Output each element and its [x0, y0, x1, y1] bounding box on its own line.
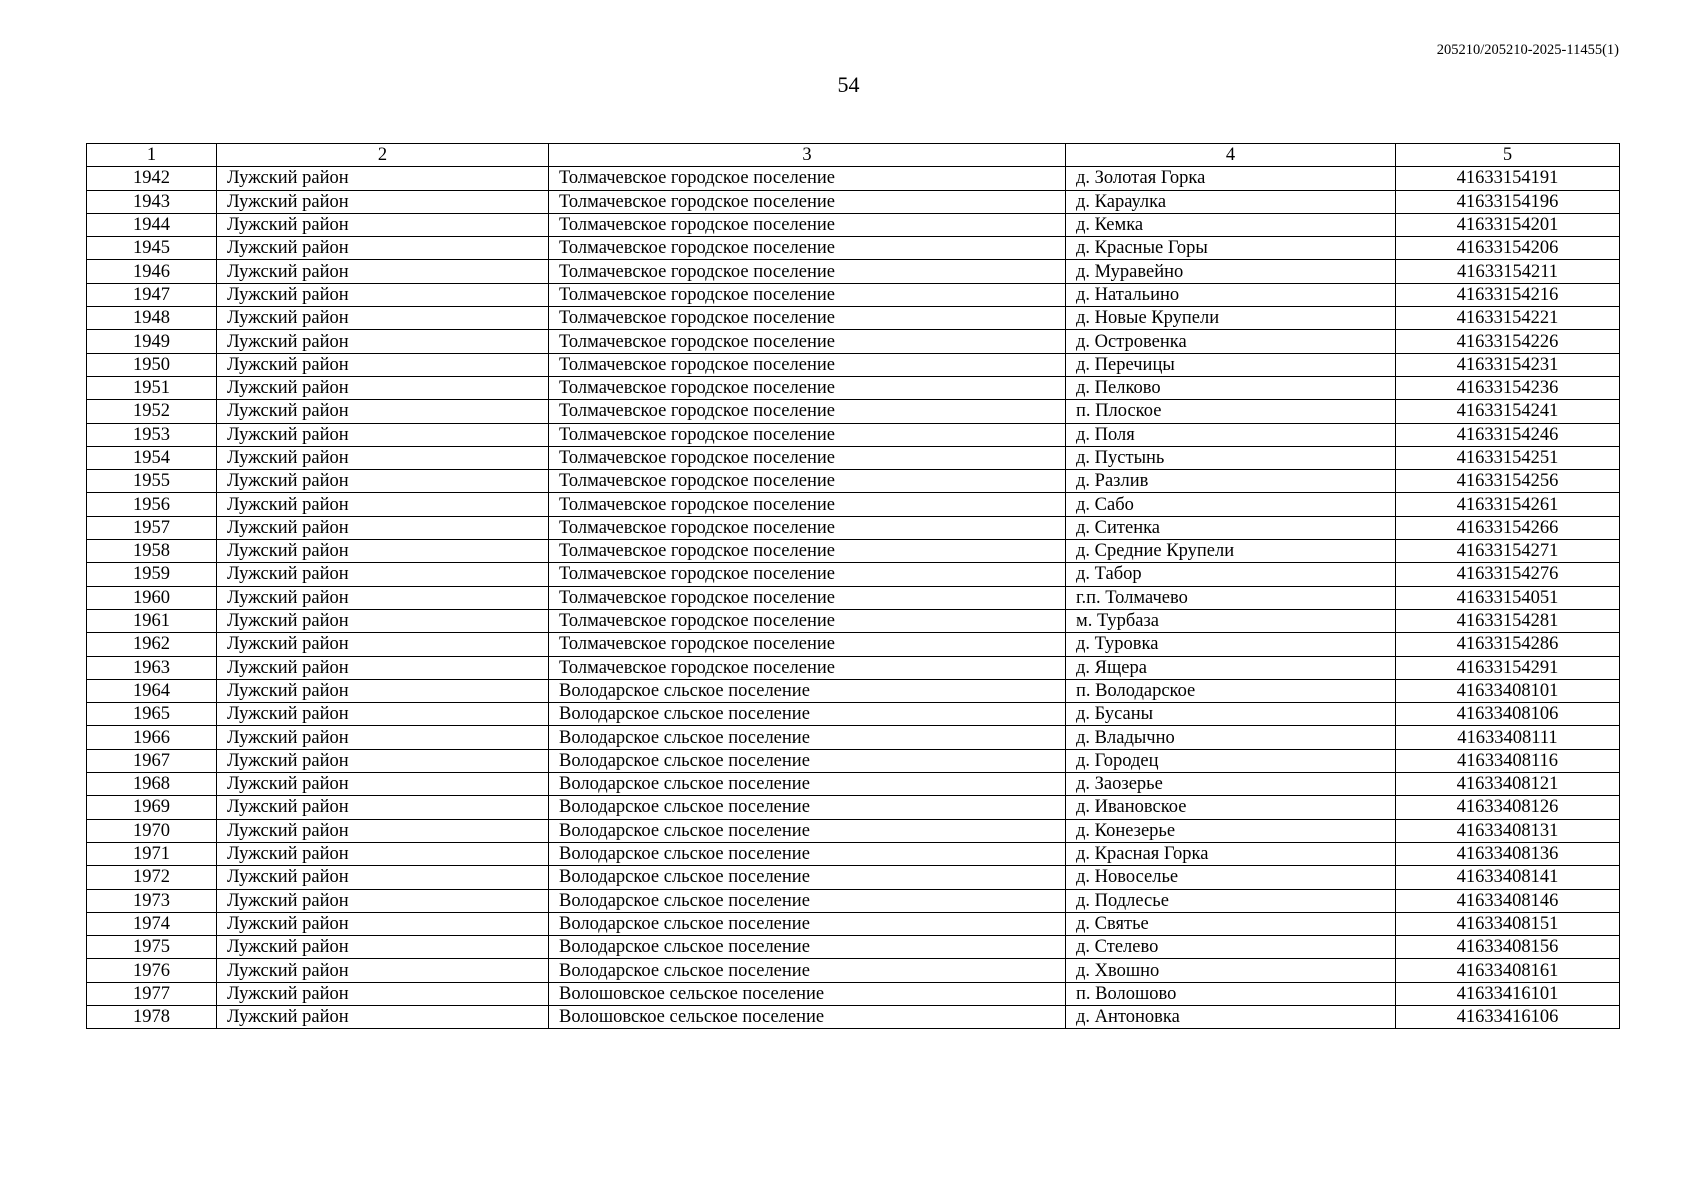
table-row	[87, 633, 1620, 656]
row-number-cell: 1969	[87, 796, 217, 819]
district-cell: Лужский район	[217, 959, 549, 982]
row-number-cell: 1949	[87, 330, 217, 353]
municipality-cell: Толмачевское городское поселение	[549, 423, 1066, 446]
oktmo-code-cell: 41633154201	[1396, 213, 1620, 236]
row-number-cell: 1975	[87, 936, 217, 959]
oktmo-code-cell: 41633154211	[1396, 260, 1620, 283]
row-number-cell: 1965	[87, 703, 217, 726]
municipality-cell: Толмачевское городское поселение	[549, 563, 1066, 586]
oktmo-code-cell: 41633408156	[1396, 936, 1620, 959]
document-number: 205210/205210-2025-11455(1)	[1436, 42, 1619, 58]
oktmo-code-cell: 41633154281	[1396, 609, 1620, 632]
settlement-cell: д. Красные Горы	[1066, 237, 1396, 260]
municipality-cell: Володарское сльское поселение	[549, 842, 1066, 865]
settlement-cell: м. Турбаза	[1066, 609, 1396, 632]
municipality-cell: Толмачевское городское поселение	[549, 260, 1066, 283]
row-number-cell: 1961	[87, 609, 217, 632]
oktmo-code-cell: 41633408136	[1396, 842, 1620, 865]
settlement-cell: д. Бусаны	[1066, 703, 1396, 726]
table-row	[87, 213, 1620, 236]
settlement-cell: д. Хвошно	[1066, 959, 1396, 982]
table-row	[87, 796, 1620, 819]
table-row	[87, 516, 1620, 539]
oktmo-code-cell: 41633154291	[1396, 656, 1620, 679]
municipality-cell: Володарское сльское поселение	[549, 819, 1066, 842]
district-cell: Лужский район	[217, 470, 549, 493]
district-cell: Лужский район	[217, 633, 549, 656]
table-row	[87, 446, 1620, 469]
oktmo-code-cell: 41633154241	[1396, 400, 1620, 423]
row-number-cell: 1948	[87, 307, 217, 330]
row-number-cell: 1953	[87, 423, 217, 446]
oktmo-code-cell: 41633408116	[1396, 749, 1620, 772]
oktmo-code-cell: 41633416106	[1396, 1005, 1620, 1028]
settlement-cell: п. Володарское	[1066, 679, 1396, 702]
district-cell: Лужский район	[217, 400, 549, 423]
settlement-cell: д. Владычно	[1066, 726, 1396, 749]
row-number-cell: 1959	[87, 563, 217, 586]
settlement-cell: д. Перечицы	[1066, 353, 1396, 376]
row-number-cell: 1967	[87, 749, 217, 772]
district-cell: Лужский район	[217, 656, 549, 679]
oktmo-code-cell: 41633408146	[1396, 889, 1620, 912]
municipality-cell: Толмачевское городское поселение	[549, 330, 1066, 353]
settlement-cell: д. Туровка	[1066, 633, 1396, 656]
municipality-cell: Толмачевское городское поселение	[549, 237, 1066, 260]
settlement-cell: д. Ивановское	[1066, 796, 1396, 819]
table-row	[87, 1005, 1620, 1028]
row-number-cell: 1974	[87, 912, 217, 935]
oktmo-code-cell: 41633408121	[1396, 773, 1620, 796]
district-cell: Лужский район	[217, 260, 549, 283]
oktmo-code-cell: 41633154246	[1396, 423, 1620, 446]
settlement-cell: д. Конезерье	[1066, 819, 1396, 842]
district-cell: Лужский район	[217, 516, 549, 539]
district-cell: Лужский район	[217, 679, 549, 702]
oktmo-code-cell: 41633408131	[1396, 819, 1620, 842]
oktmo-code-cell: 41633154276	[1396, 563, 1620, 586]
district-cell: Лужский район	[217, 866, 549, 889]
municipality-cell: Толмачевское городское поселение	[549, 493, 1066, 516]
table-row	[87, 703, 1620, 726]
settlement-cell: д. Антоновка	[1066, 1005, 1396, 1028]
municipality-cell: Володарское сльское поселение	[549, 796, 1066, 819]
settlement-cell: д. Городец	[1066, 749, 1396, 772]
table-row	[87, 586, 1620, 609]
district-cell: Лужский район	[217, 586, 549, 609]
municipality-cell: Толмачевское городское поселение	[549, 446, 1066, 469]
row-number-cell: 1952	[87, 400, 217, 423]
municipality-cell: Волошовское сельское поселение	[549, 982, 1066, 1005]
municipality-cell: Толмачевское городское поселение	[549, 540, 1066, 563]
row-number-cell: 1958	[87, 540, 217, 563]
district-cell: Лужский район	[217, 283, 549, 306]
municipality-cell: Толмачевское городское поселение	[549, 190, 1066, 213]
municipality-cell: Толмачевское городское поселение	[549, 353, 1066, 376]
settlement-cell: д. Табор	[1066, 563, 1396, 586]
municipality-cell: Володарское сльское поселение	[549, 726, 1066, 749]
table-row	[87, 283, 1620, 306]
district-cell: Лужский район	[217, 237, 549, 260]
settlement-cell: д. Кемка	[1066, 213, 1396, 236]
municipality-cell: Толмачевское городское поселение	[549, 167, 1066, 190]
row-number-cell: 1946	[87, 260, 217, 283]
table-row	[87, 889, 1620, 912]
district-cell: Лужский район	[217, 1005, 549, 1028]
row-number-cell: 1976	[87, 959, 217, 982]
municipality-cell: Володарское сльское поселение	[549, 679, 1066, 702]
oktmo-code-cell: 41633154261	[1396, 493, 1620, 516]
table-row	[87, 563, 1620, 586]
settlement-cell: д. Поля	[1066, 423, 1396, 446]
district-cell: Лужский район	[217, 609, 549, 632]
row-number-cell: 1977	[87, 982, 217, 1005]
settlement-cell: г.п. Толмачево	[1066, 586, 1396, 609]
district-cell: Лужский район	[217, 540, 549, 563]
table-row	[87, 237, 1620, 260]
oktmo-code-cell: 41633154051	[1396, 586, 1620, 609]
settlement-cell: д. Красная Горка	[1066, 842, 1396, 865]
oktmo-code-cell: 41633154286	[1396, 633, 1620, 656]
table-row	[87, 307, 1620, 330]
oktmo-code-cell: 41633416101	[1396, 982, 1620, 1005]
oktmo-code-cell: 41633408151	[1396, 912, 1620, 935]
district-cell: Лужский район	[217, 773, 549, 796]
oktmo-code-cell: 41633154236	[1396, 376, 1620, 399]
oktmo-code-cell: 41633154251	[1396, 446, 1620, 469]
district-cell: Лужский район	[217, 889, 549, 912]
table-row	[87, 773, 1620, 796]
oktmo-code-cell: 41633154196	[1396, 190, 1620, 213]
column-header-2: 2	[217, 144, 549, 167]
row-number-cell: 1945	[87, 237, 217, 260]
column-header-1: 1	[87, 144, 217, 167]
table-row	[87, 936, 1620, 959]
settlement-cell: п. Плоское	[1066, 400, 1396, 423]
municipality-cell: Толмачевское городское поселение	[549, 376, 1066, 399]
oktmo-code-cell: 41633154206	[1396, 237, 1620, 260]
row-number-cell: 1951	[87, 376, 217, 399]
column-header-5: 5	[1396, 144, 1620, 167]
oktmo-code-cell: 41633154226	[1396, 330, 1620, 353]
district-cell: Лужский район	[217, 446, 549, 469]
row-number-cell: 1960	[87, 586, 217, 609]
settlement-cell: д. Новые Крупели	[1066, 307, 1396, 330]
table-body	[87, 167, 1620, 1029]
row-number-cell: 1971	[87, 842, 217, 865]
settlement-cell: д. Сабо	[1066, 493, 1396, 516]
settlements-table	[86, 143, 1620, 1029]
column-header-4: 4	[1066, 144, 1396, 167]
row-number-cell: 1962	[87, 633, 217, 656]
settlement-cell: д. Разлив	[1066, 470, 1396, 493]
row-number-cell: 1950	[87, 353, 217, 376]
district-cell: Лужский район	[217, 703, 549, 726]
municipality-cell: Володарское сльское поселение	[549, 936, 1066, 959]
settlement-cell: д. Муравейно	[1066, 260, 1396, 283]
table-row	[87, 353, 1620, 376]
settlement-cell: д. Заозерье	[1066, 773, 1396, 796]
table-row	[87, 540, 1620, 563]
table-row	[87, 167, 1620, 190]
settlement-cell: д. Ящера	[1066, 656, 1396, 679]
settlement-cell: д. Святье	[1066, 912, 1396, 935]
oktmo-code-cell: 41633154256	[1396, 470, 1620, 493]
table-row	[87, 679, 1620, 702]
municipality-cell: Толмачевское городское поселение	[549, 586, 1066, 609]
municipality-cell: Волошовское сельское поселение	[549, 1005, 1066, 1028]
row-number-cell: 1947	[87, 283, 217, 306]
table-row	[87, 749, 1620, 772]
settlement-cell: д. Натальино	[1066, 283, 1396, 306]
table-row	[87, 726, 1620, 749]
table-row	[87, 260, 1620, 283]
municipality-cell: Володарское сльское поселение	[549, 959, 1066, 982]
municipality-cell: Толмачевское городское поселение	[549, 633, 1066, 656]
row-number-cell: 1973	[87, 889, 217, 912]
municipality-cell: Толмачевское городское поселение	[549, 470, 1066, 493]
municipality-cell: Володарское сльское поселение	[549, 749, 1066, 772]
table-row	[87, 912, 1620, 935]
municipality-cell: Володарское сльское поселение	[549, 889, 1066, 912]
district-cell: Лужский район	[217, 936, 549, 959]
oktmo-code-cell: 41633408161	[1396, 959, 1620, 982]
page-number: 54	[837, 72, 860, 97]
table-row	[87, 423, 1620, 446]
district-cell: Лужский район	[217, 376, 549, 399]
oktmo-code-cell: 41633408141	[1396, 866, 1620, 889]
settlement-cell: д. Стелево	[1066, 936, 1396, 959]
district-cell: Лужский район	[217, 307, 549, 330]
table-header-row	[87, 144, 1620, 167]
district-cell: Лужский район	[217, 842, 549, 865]
municipality-cell: Толмачевское городское поселение	[549, 400, 1066, 423]
municipality-cell: Володарское сльское поселение	[549, 912, 1066, 935]
oktmo-code-cell: 41633154216	[1396, 283, 1620, 306]
table-row	[87, 470, 1620, 493]
oktmo-code-cell: 41633154271	[1396, 540, 1620, 563]
district-cell: Лужский район	[217, 190, 549, 213]
oktmo-code-cell: 41633154191	[1396, 167, 1620, 190]
municipality-cell: Толмачевское городское поселение	[549, 213, 1066, 236]
row-number-cell: 1978	[87, 1005, 217, 1028]
district-cell: Лужский район	[217, 912, 549, 935]
row-number-cell: 1942	[87, 167, 217, 190]
table-row	[87, 376, 1620, 399]
oktmo-code-cell: 41633154266	[1396, 516, 1620, 539]
row-number-cell: 1956	[87, 493, 217, 516]
oktmo-code-cell: 41633408126	[1396, 796, 1620, 819]
oktmo-code-cell: 41633408101	[1396, 679, 1620, 702]
table-row	[87, 330, 1620, 353]
district-cell: Лужский район	[217, 749, 549, 772]
table-row	[87, 842, 1620, 865]
settlement-cell: д. Пустынь	[1066, 446, 1396, 469]
municipality-cell: Володарское сльское поселение	[549, 773, 1066, 796]
settlement-cell: д. Ситенка	[1066, 516, 1396, 539]
settlement-cell: д. Новоселье	[1066, 866, 1396, 889]
settlement-cell: д. Средние Крупели	[1066, 540, 1396, 563]
district-cell: Лужский район	[217, 213, 549, 236]
table-row	[87, 959, 1620, 982]
municipality-cell: Толмачевское городское поселение	[549, 516, 1066, 539]
settlement-cell: д. Золотая Горка	[1066, 167, 1396, 190]
row-number-cell: 1957	[87, 516, 217, 539]
row-number-cell: 1968	[87, 773, 217, 796]
row-number-cell: 1963	[87, 656, 217, 679]
table-row	[87, 866, 1620, 889]
row-number-cell: 1955	[87, 470, 217, 493]
municipality-cell: Володарское сльское поселение	[549, 866, 1066, 889]
settlement-cell: д. Караулка	[1066, 190, 1396, 213]
district-cell: Лужский район	[217, 726, 549, 749]
row-number-cell: 1954	[87, 446, 217, 469]
column-header-3: 3	[549, 144, 1066, 167]
row-number-cell: 1964	[87, 679, 217, 702]
district-cell: Лужский район	[217, 796, 549, 819]
settlement-cell: п. Волошово	[1066, 982, 1396, 1005]
table-row	[87, 819, 1620, 842]
table-row	[87, 609, 1620, 632]
row-number-cell: 1944	[87, 213, 217, 236]
district-cell: Лужский район	[217, 423, 549, 446]
settlement-cell: д. Подлесье	[1066, 889, 1396, 912]
municipality-cell: Толмачевское городское поселение	[549, 307, 1066, 330]
row-number-cell: 1970	[87, 819, 217, 842]
row-number-cell: 1972	[87, 866, 217, 889]
row-number-cell: 1966	[87, 726, 217, 749]
oktmo-code-cell: 41633408111	[1396, 726, 1620, 749]
municipality-cell: Толмачевское городское поселение	[549, 609, 1066, 632]
municipality-cell: Толмачевское городское поселение	[549, 283, 1066, 306]
table-row	[87, 400, 1620, 423]
district-cell: Лужский район	[217, 353, 549, 376]
district-cell: Лужский район	[217, 493, 549, 516]
district-cell: Лужский район	[217, 330, 549, 353]
district-cell: Лужский район	[217, 563, 549, 586]
table-row	[87, 656, 1620, 679]
district-cell: Лужский район	[217, 167, 549, 190]
oktmo-code-cell: 41633408106	[1396, 703, 1620, 726]
oktmo-code-cell: 41633154221	[1396, 307, 1620, 330]
oktmo-code-cell: 41633154231	[1396, 353, 1620, 376]
table-row	[87, 493, 1620, 516]
municipality-cell: Володарское сльское поселение	[549, 703, 1066, 726]
district-cell: Лужский район	[217, 819, 549, 842]
district-cell: Лужский район	[217, 982, 549, 1005]
row-number-cell: 1943	[87, 190, 217, 213]
settlement-cell: д. Островенка	[1066, 330, 1396, 353]
table-row	[87, 190, 1620, 213]
table-row	[87, 982, 1620, 1005]
municipality-cell: Толмачевское городское поселение	[549, 656, 1066, 679]
settlement-cell: д. Пелково	[1066, 376, 1396, 399]
